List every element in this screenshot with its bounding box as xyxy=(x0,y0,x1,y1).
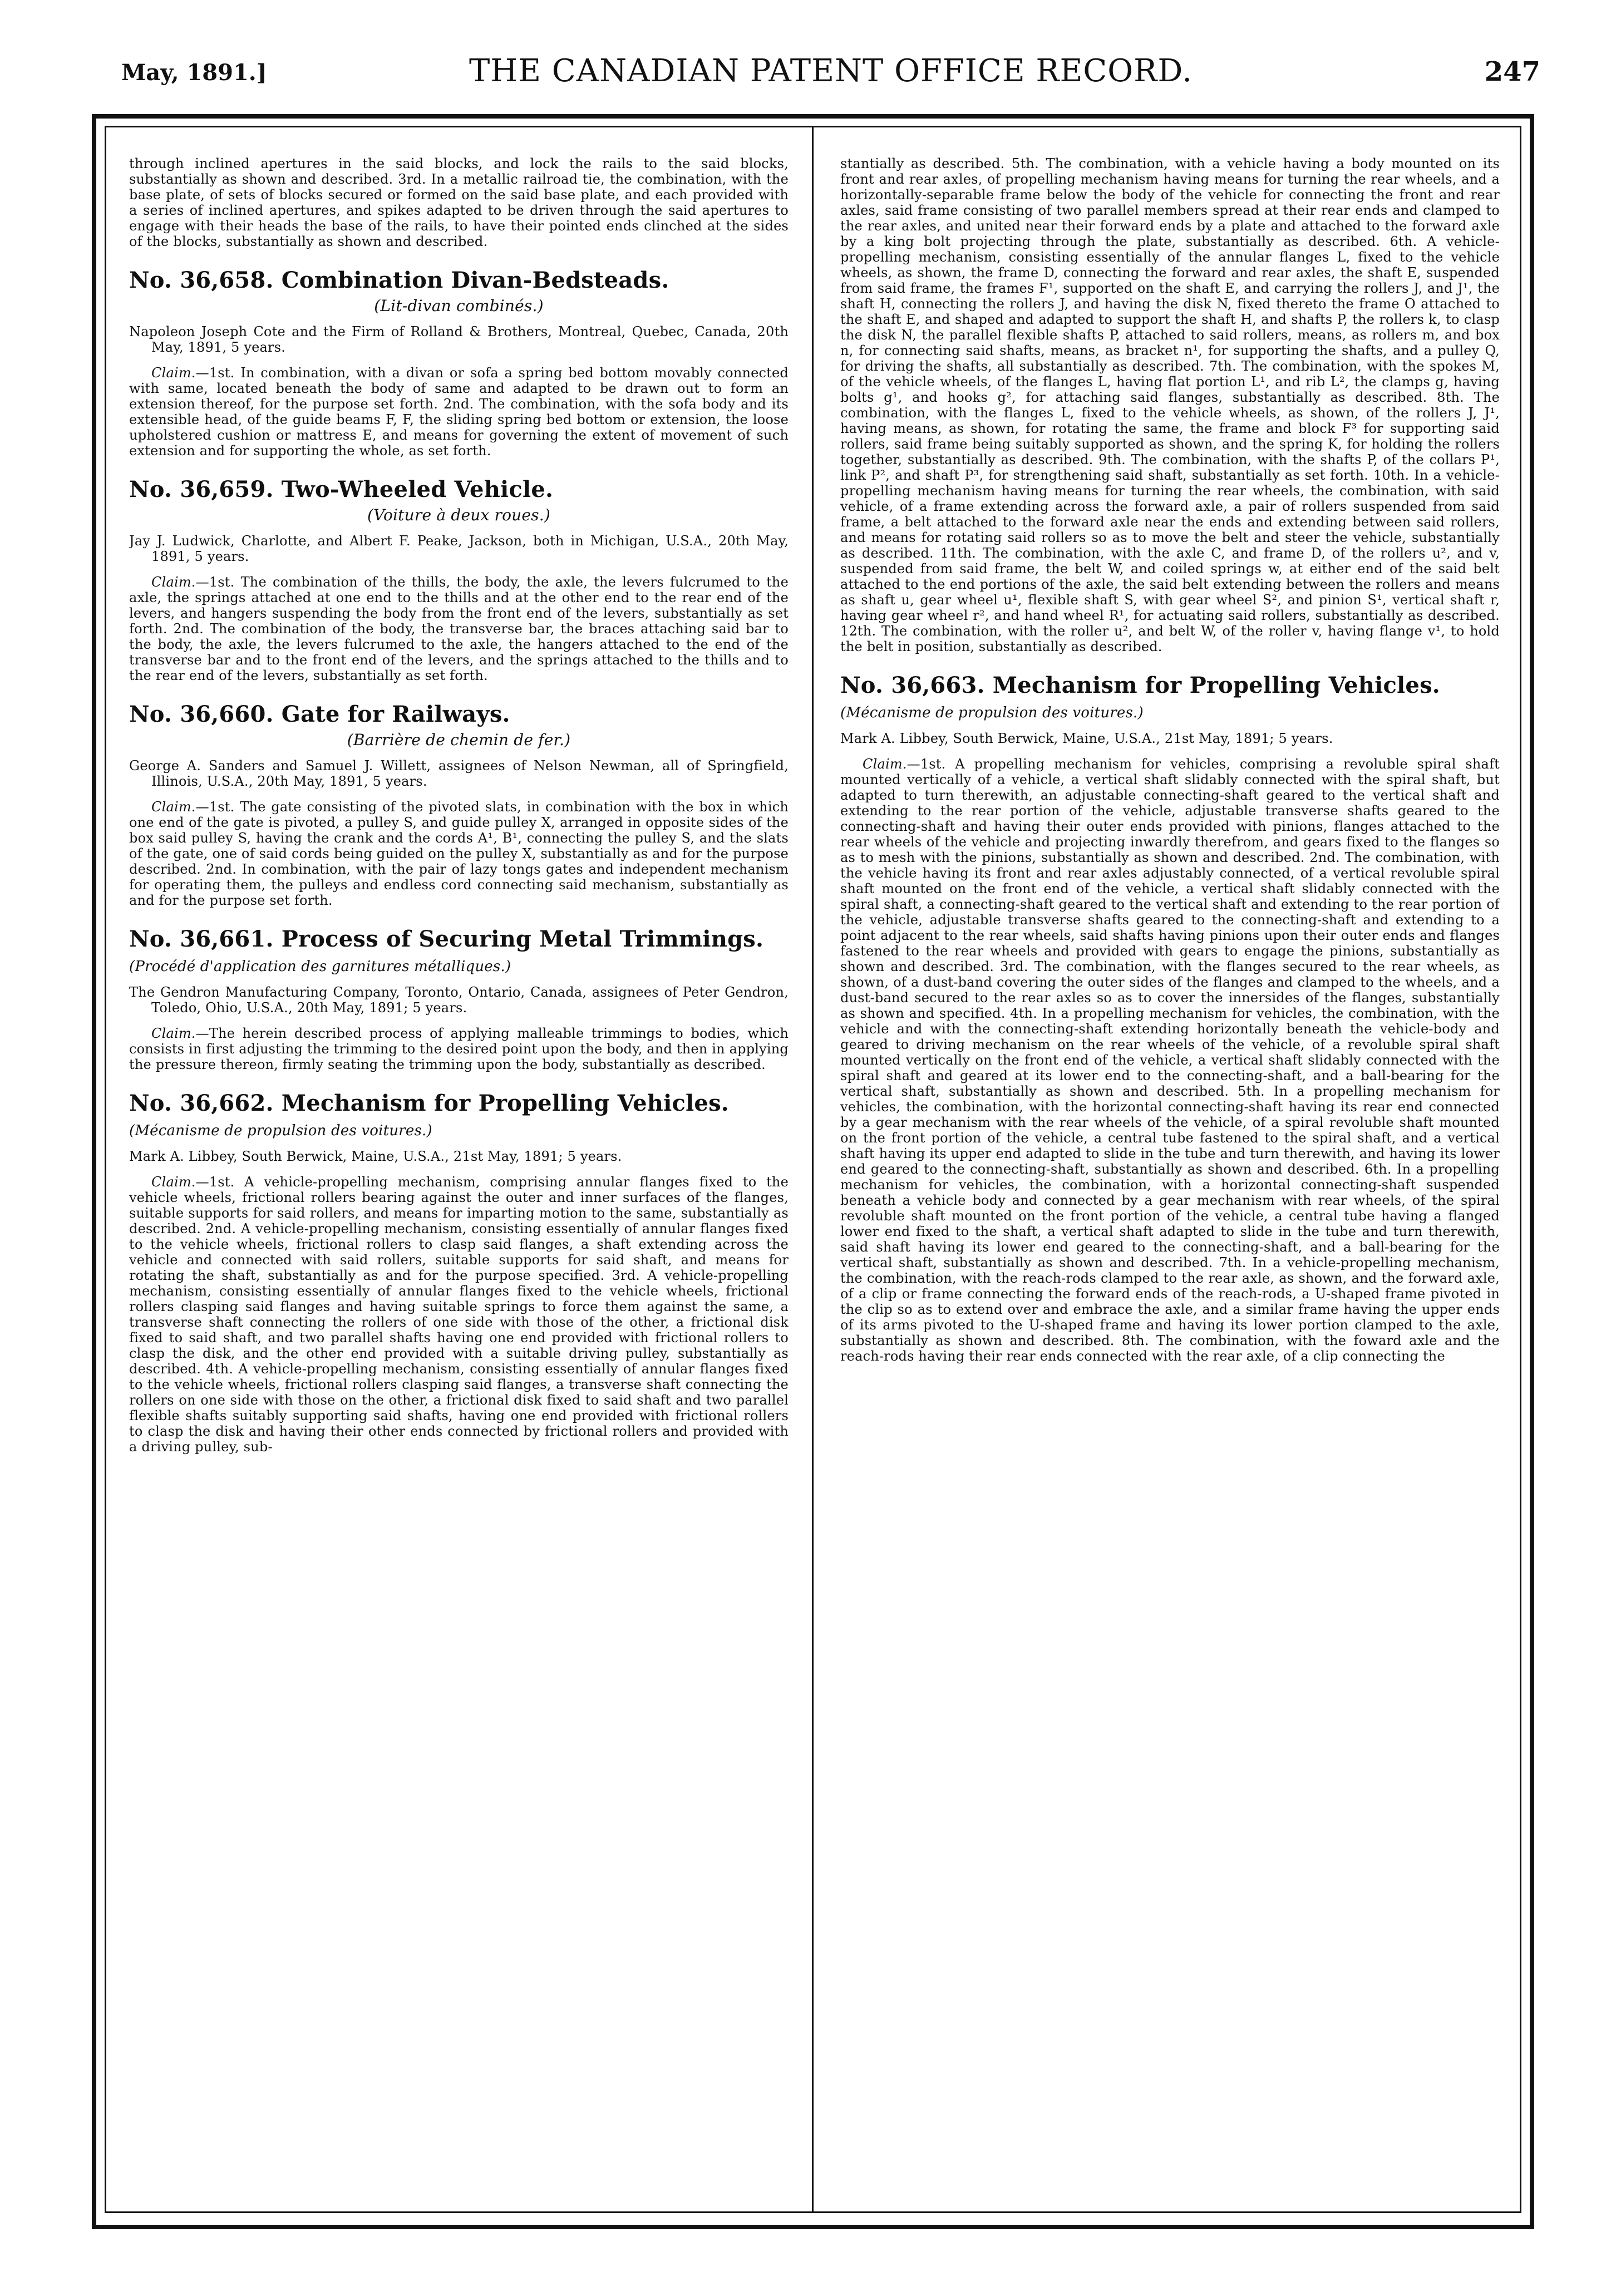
claim-body: —1st. A vehicle-propelling mechanism, comprising annular flanges fixed to the vehicle wheels, frictional rollers bearing against the outer and inner surfaces of the flanges, suitable supports for said rollers, and means for imparting motion to the same, substantially as described. 2nd. A vehicle-propelling mechanism, consisting essentially of annular flanges fixed to the vehicle wheels, frictional rollers to clasp said flanges, a shaft extending across the vehicle and connected with said rollers, suitable supports for said shaft, and means for rotating the shaft, substantially as and for the purpose specified. 3rd. A vehicle-propelling mechanism, consisting essentially of annular flanges fixed to the vehicle wheels, frictional rollers clasping said flanges and having suitable springs to force them against the same, a transverse shaft connecting the rollers of one side with those of the other, a frictional disk fixed to said shaft, and two parallel shafts having one end provided with frictional rollers to clasp the disk, and the other end provided with a suitable driving pulley, substantially as described. 4th. A vehicle-propelling mechanism, consisting essentially of annular flanges fixed to the vehicle wheels, frictional rollers clasping said flanges, a transverse shaft connecting the rollers on one side with those on the other, a frictional disk fixed to said shaft and two parallel flexible shafts suitably supporting said shafts, having one end provided with frictional rollers to clasp the disk and having their other ends connected by frictional rollers and provided with a driving pulley, sub- xyxy=(129,1174,789,1455)
applicant-info: Napoleon Joseph Cote and the Firm of Rolland & Brothers, Montreal, Quebec, Canada, 20th May, 1891, 5 years. xyxy=(129,324,789,355)
french-title: (Voiture à deux roues.) xyxy=(367,506,550,524)
claim-text xyxy=(129,1026,789,1072)
issue-date: May, 1891.] xyxy=(121,60,267,86)
claim-body: —1st. A propelling mechanism for vehicles, comprising a revoluble spiral shaft mounted vertically of a vehicle, a vertical shaft slidably connected with the spiral shaft, but adapted to turn therewith, an adjustable connecting-shaft geared to the vertical shaft and extending to the rear portion of the vehicle, adjustable transverse shafts geared to the connecting-shaft and having their outer ends provided with pinions, flanges attached to the rear wheels of the vehicle and projecting inwardly therefrom, and gears fixed to the flanges so as to mesh with the pinions, substantially as shown and described. 2nd. The combination, with the vehicle having its front and rear axles adjustably connected, of a vertical revoluble spiral shaft mounted on the front end of the vehicle, a vertical shaft slidably connected with the spiral shaft, a connecting-shaft geared to the vertical shaft and extending to the rear portion of the vehicle, adjustable transverse shafts geared to the connecting-shaft and extending to a point adjacent to the rear wheels, said shafts having pinions upon their outer ends and flanges fastened to the rear wheels and provided with gears to engage the pinions, substantially as shown and described. 3rd. The combination, with the flanges secured to the rear wheels, as shown, of a dust-band covering the outer sides of the flanges and clamped to the wheels, and a dust-band secured to the rear axles so as to cover the innersides of the flanges, substantially as shown and specified. 4th. In a propelling mechanism for vehicles, the combination, with the vehicle and with the connecting-shaft extending horizontally beneath the vehicle-body and geared to driving mechanism on the rear wheels of the vehicle, of a revoluble spiral shaft mounted vertically on the front end of the vehicle, a vertical shaft slidably connected with the spiral shaft and geared at its lower end to the connecting-shaft, and a ball-bearing for the vertical shaft, substantially as shown and described. 5th. In a propelling mechanism for vehicles, the combination, with the horizontal connecting-shaft having its rear end connected by a gear mechanism with the rear wheels of the vehicle, of a spiral revoluble shaft mounted on the front portion of the vehicle, a central tube fastened to the spiral shaft, and a vertical shaft having its upper end adapted to slide in the tube and turn therewith, and having its lower end geared to the connecting-shaft, substantially as shown and described. 6th. In a propelling mechanism for vehicles, the combination, with a horizontal connecting-shaft suspended beneath a vehicle body and connected by a gear mechanism with rear wheels, of the spiral revoluble shaft mounted on the front portion of the vehicle, a central tube having a flanged lower end fixed to the shaft, a vertical shaft adapted to slide in the tube and turn therewith, said shaft having its lower end geared to the connecting-shaft, and a ball-bearing for the vertical shaft, substantially as shown and described. 7th. In a vehicle-propelling mechanism, the combination, with the reach-rods clamped to the rear axle, as shown, and the forward axle, of a clip or frame connecting the forward ends of the reach-rods, a U-shaped frame pivoted in the clip so as to extend over and embrace the axle, and a similar frame having the upper ends of its arms pivoted to the U-shaped frame and having its lower portion clamped to the axle, substantially as shown and described. 8th. The combination, with the foward axle and the reach-rods having their rear ends connected with the rear axle, of a clip connecting the xyxy=(840,756,1500,1364)
claim-label: Claim. xyxy=(151,365,196,381)
patent-entry xyxy=(129,1091,789,1455)
french-title: (Barrière de chemin de fer.) xyxy=(347,731,571,749)
claim-body: —1st. In combination, with a divan or sofa a spring bed bottom movably connected with same, located beneath the body of same and adapted to be drawn out to form an extension thereof, for the purpose set forth. 2nd. The combination, with the sofa body and its extensible head, of the guide beams F, F, the sliding spring bed bottom or extension, the loose upholstered cushion or mattress E, and means for governing the extent of movement of such extension and for supporting the whole, as set forth. xyxy=(129,365,789,459)
claim-body: —The herein described process of applying malleable trimmings to bodies, which consists in first adjusting the trimming to the desired point upon the body, and then in applying the pressure thereon, firmly seating the trimming upon the body, substantially as described. xyxy=(129,1026,789,1072)
patent-title: Mechanism for Propelling Vehicles. xyxy=(281,1090,729,1116)
patent-title: Gate for Railways. xyxy=(281,701,510,727)
patent-number: No. 36,659. xyxy=(129,476,274,502)
patent-entry xyxy=(129,477,789,683)
french-title: (Procédé d'application des garnitures métalliques.) xyxy=(129,958,511,975)
continued-claim-text: through inclined apertures in the said blocks, and lock the rails to the said blocks, substantially as shown and described. 3rd. In a metallic railroad tie, the combination, with the base plate, of sets of blocks secured or formed on the said base plate, and each provided with a series of inclined apertures, and spikes adapted to be driven through the said apertures to engage with their heads the base of the rails, to have their pointed ends clinched at the sides of the blocks, substantially as shown and described. xyxy=(129,156,789,249)
entry-heading xyxy=(129,927,789,979)
patent-title: Combination Divan-Bedsteads. xyxy=(281,267,669,293)
patent-entry xyxy=(129,702,789,908)
entry-heading xyxy=(129,477,789,502)
left-column xyxy=(129,156,789,2192)
patent-number: No. 36,658. xyxy=(129,267,274,293)
applicant-info: Mark A. Libbey, South Berwick, Maine, U.S.A., 21st May, 1891; 5 years. xyxy=(840,731,1333,746)
french-title: (Lit-divan combinés.) xyxy=(374,297,544,315)
patent-number: No. 36,660. xyxy=(129,701,274,727)
applicant-info: George A. Sanders and Samuel J. Willett, assignees of Nelson Newman, all of Springfield, Illinois, U.S.A., 20th May, 1891, 5 years. xyxy=(129,758,789,789)
patent-entry xyxy=(129,927,789,1072)
claim-label: Claim. xyxy=(151,574,196,590)
claim-text xyxy=(129,574,789,683)
continued-claim-text: stantially as described. 5th. The combination, with a vehicle having a body mounted on its front and rear axles, of propelling mechanism having means for turning the rear wheels, and a horizontally-separable frame below the body of the vehicle for connecting the front and rear axles, said frame consisting of two parallel members spread at their rear ends and clamped to the rear axles, and united near their forward ends by a plate and attached to the forward axle by a king bolt projecting through the plate, substantially as described. 6th. A vehicle-propelling mechanism, consisting essentially of the annular flanges L, fixed to the vehicle wheels, as shown, the frame D, connecting the forward and rear axles, the shaft E, suspended from said frame, the frames F¹, supported on the shaft E, and carrying the rollers J, and J¹, the shaft H, connecting the rollers J, and having the disk N, fixed thereto the frame O attached to the shaft E, and shaped and adapted to support the shaft H, and shafts P, the rollers k, to clasp the disk N, the parallel flexible shafts P, attached to said rollers, means, as rollers m, and box n, for connecting said shafts, means, as bracket n¹, for supporting the shafts, and a pulley Q, for driving the shafts, all substantially as described. 7th. The combination, with the spokes M, of the vehicle wheels, of the flanges L, having flat portion L¹, and rib L², the clamps g, having bolts g¹, and hooks g², for attaching said flanges, substantially as described. 8th. The combination, with the flanges L, fixed to the vehicle wheels, as shown, of the rollers J, J¹, having means, as shown, for rotating the same, the frame and block F³ for supporting said rollers, said frame being suitably supported as shown, and the spring K, for holding the rollers together, substantially as described. 9th. The combination, with the shafts P, of the collars P¹, link P², and shaft P³, for strengthening said shaft, substantially as set forth. 10th. In a vehicle-propelling mechanism having means for turning the rear wheels, the combination, with said vehicle, of a frame extending across the forward axle, a pair of rollers suspended from said frame, a belt attached to the forward axle near the ends and extending between said rollers, and means for rotating said rollers so as to move the belt and steer the vehicle, substantially as described. 11th. The combination, with the axle C, and frame D, of the rollers u², and v, suspended from said frame, the belt W, and coiled springs w, at either end of the said belt attached to the end portions of the axle, the said belt extending between the rollers and means as shaft u, gear wheel u¹, flexible shaft S, with gear wheel S², and pinion S¹, vertical shaft r, having gear wheel r², and hand wheel R¹, for actuating said rollers, substantially as described. 12th. The combination, with the roller u², and belt W, of the roller v, having flange v¹, to hold the belt in position, substantially as described. xyxy=(840,156,1500,654)
patent-title: Mechanism for Propelling Vehicles. xyxy=(992,672,1440,698)
claim-label: Claim. xyxy=(863,756,907,772)
patent-entry xyxy=(129,268,789,459)
patent-number: No. 36,661. xyxy=(129,926,274,952)
applicant-info: Mark A. Libbey, South Berwick, Maine, U.S.A., 21st May, 1891; 5 years. xyxy=(129,1149,622,1164)
entry-heading xyxy=(840,673,1500,725)
entry-heading xyxy=(129,702,789,727)
column-divider xyxy=(812,126,814,2211)
publication-title: THE CANADIAN PATENT OFFICE RECORD. xyxy=(469,53,1193,89)
claim-label: Claim. xyxy=(151,1174,196,1190)
claim-text xyxy=(129,365,789,459)
claim-text xyxy=(840,756,1500,1364)
applicant-info: The Gendron Manufacturing Company, Toronto, Ontario, Canada, assignees of Peter Gendron, Toledo, Ohio, U.S.A., 20th May, 1891; 5 years. xyxy=(129,984,789,1016)
patent-number: No. 36,663. xyxy=(840,672,985,698)
claim-text xyxy=(129,799,789,908)
patent-entry xyxy=(840,673,1500,1364)
right-column xyxy=(840,156,1500,2192)
claim-body: —1st. The combination of the thills, the body, the axle, the levers fulcrumed to the axle, the springs attached at one end to the thills and at the other end to the rear end of the levers, and hangers suspending the body from the front end of the levers, substantially as set forth. 2nd. The combination of the body, the transverse bar, the braces attaching said bar to the body, the axle, the levers fulcrumed to the axle, the hangers attached to the end of the transverse bar and to the front end of the levers, and the springs attached to the thills and to the rear end of the levers, substantially as set forth. xyxy=(129,574,789,683)
claim-label: Claim. xyxy=(151,1026,196,1041)
applicant-info: Jay J. Ludwick, Charlotte, and Albert F. Peake, Jackson, both in Michigan, U.S.A., 20th May, 1891, 5 years. xyxy=(129,533,789,564)
claim-text xyxy=(129,1174,789,1455)
page-number: 247 xyxy=(1484,56,1540,87)
patent-number: No. 36,662. xyxy=(129,1090,274,1116)
french-title: (Mécanisme de propulsion des voitures.) xyxy=(129,1122,432,1139)
claim-body: —1st. The gate consisting of the pivoted slats, in combination with the box in which one end of the gate is pivoted, a pulley S, and guide pulley X, arranged in opposite sides of the box said pulley S, having the crank and the cords A¹, B¹, connecting the pulley S, and the slats of the gate, one of said cords being guided on the pulley X, substantially as and for the purpose described. 2nd. In combination, with the pair of lazy tongs gates and independent mechanism for operating them, the pulleys and endless cord connecting said mechanism, substantially as and for the purpose set forth. xyxy=(129,799,789,908)
claim-label: Claim. xyxy=(151,799,196,815)
page-header xyxy=(121,53,1540,97)
entry-heading xyxy=(129,268,789,293)
patent-title: Process of Securing Metal Trimmings. xyxy=(281,926,764,952)
entry-heading xyxy=(129,1091,789,1143)
french-title: (Mécanisme de propulsion des voitures.) xyxy=(840,704,1144,721)
patent-title: Two-Wheeled Vehicle. xyxy=(281,476,554,502)
